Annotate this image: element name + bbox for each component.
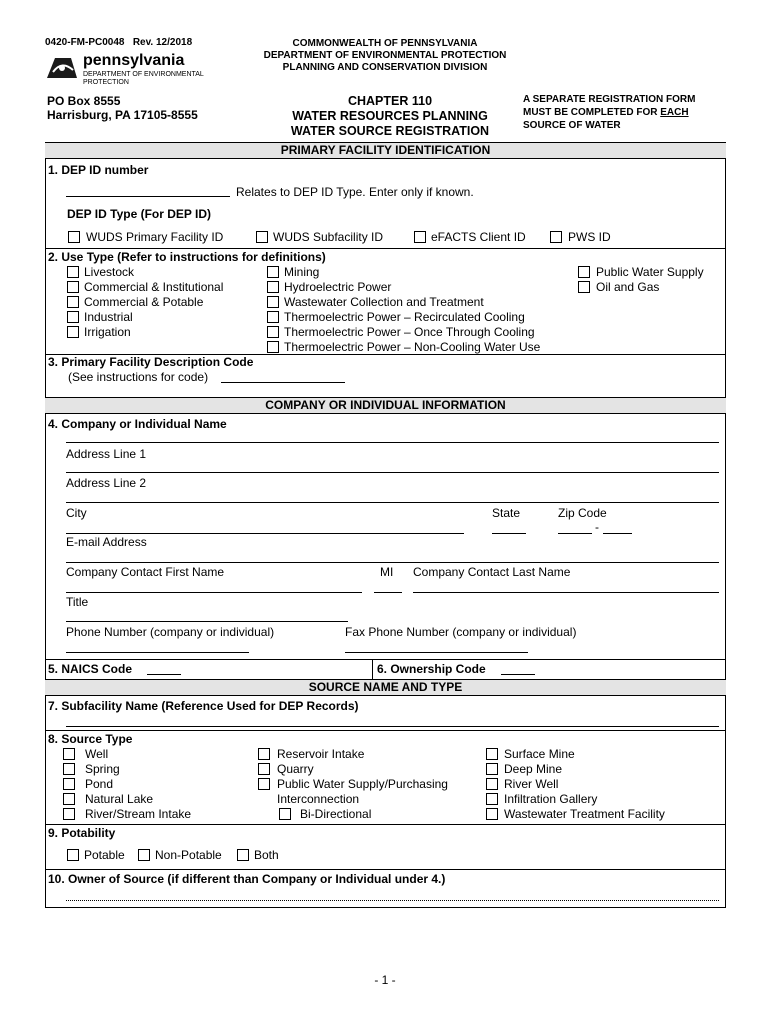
contact-last-label: Company Contact Last Name xyxy=(413,565,571,579)
note-line3: SOURCE OF WATER xyxy=(523,120,621,131)
note-line1: A SEPARATE REGISTRATION FORM xyxy=(523,94,696,105)
source-quarry: Quarry xyxy=(277,762,314,776)
contact-mi-label: MI xyxy=(380,565,394,579)
use-livestock: Livestock xyxy=(84,265,135,279)
use-commercial-potable: Commercial & Potable xyxy=(84,295,204,309)
state-field[interactable] xyxy=(492,533,526,534)
dep-id-hint: Relates to DEP ID Type. Enter only if known. xyxy=(236,185,474,199)
divider xyxy=(45,869,726,870)
logo-dept-line2: PROTECTION xyxy=(83,79,129,86)
option-efacts: eFACTS Client ID xyxy=(431,230,526,244)
contact-last-field[interactable] xyxy=(413,592,719,593)
checkbox-commercial-potable[interactable] xyxy=(67,296,79,308)
source-infiltration-gallery: Infiltration Gallery xyxy=(504,792,598,806)
checkbox-deep-mine[interactable] xyxy=(486,763,498,775)
use-irrigation: Irrigation xyxy=(84,325,131,339)
checkbox-wuds-subfacility[interactable] xyxy=(256,231,268,243)
fax-field[interactable] xyxy=(345,652,528,653)
divider xyxy=(45,248,726,249)
agency-line2: DEPARTMENT OF ENVIRONMENTAL PROTECTION xyxy=(263,50,507,61)
checkbox-well[interactable] xyxy=(63,748,75,760)
use-thermo-recirculated: Thermoelectric Power – Recirculated Cooling xyxy=(284,310,525,324)
q6-label: 6. Ownership Code xyxy=(377,662,486,676)
checkbox-reservoir-intake[interactable] xyxy=(258,748,270,760)
checkbox-river-stream-intake[interactable] xyxy=(63,808,75,820)
checkbox-infiltration-gallery[interactable] xyxy=(486,793,498,805)
source-pond: Pond xyxy=(85,777,114,791)
checkbox-potable[interactable] xyxy=(67,849,79,861)
checkbox-hydroelectric[interactable] xyxy=(267,281,279,293)
title-label: Title xyxy=(66,595,89,609)
option-pws-id: PWS ID xyxy=(568,230,611,244)
use-commercial-institutional: Commercial & Institutional xyxy=(84,280,224,294)
logo-dept-line1: DEPARTMENT OF ENVIRONMENTAL xyxy=(83,71,204,78)
checkbox-industrial[interactable] xyxy=(67,311,79,323)
divider xyxy=(45,824,726,825)
form-number: 0420-FM-PC0048 xyxy=(45,37,125,48)
source-well: Well xyxy=(85,747,109,761)
q1-label: 1. DEP ID number xyxy=(48,163,149,177)
column-divider xyxy=(372,659,373,679)
use-wastewater: Wastewater Collection and Treatment xyxy=(284,295,484,309)
state-label: State xyxy=(492,506,521,520)
source-natural-lake: Natural Lake xyxy=(85,792,154,806)
address1-field[interactable] xyxy=(66,472,719,473)
dep-id-field[interactable] xyxy=(66,196,230,197)
zip-extension-field[interactable] xyxy=(603,533,632,534)
title-program: WATER RESOURCES PLANNING xyxy=(292,109,488,123)
q4-label: 4. Company or Individual Name xyxy=(48,417,227,431)
source-reservoir-intake: Reservoir Intake xyxy=(277,747,365,761)
keystone-icon xyxy=(45,54,79,82)
subfacility-name-field[interactable] xyxy=(66,726,719,727)
use-mining: Mining xyxy=(284,265,320,279)
source-bi-directional: Bi-Directional xyxy=(300,807,372,821)
checkbox-efacts[interactable] xyxy=(414,231,426,243)
contact-first-label: Company Contact First Name xyxy=(66,565,225,579)
checkbox-thermo-non-cooling[interactable] xyxy=(267,341,279,353)
company-name-field[interactable] xyxy=(66,442,719,443)
checkbox-irrigation[interactable] xyxy=(67,326,79,338)
q5-label: 5. NAICS Code xyxy=(48,662,133,676)
ownership-code-field[interactable] xyxy=(501,674,535,675)
source-public-water-supply-purchasing: Public Water Supply/Purchasing xyxy=(277,777,448,791)
note-line2 xyxy=(523,107,689,118)
use-oil-gas: Oil and Gas xyxy=(596,280,660,294)
revision-date: Rev. 12/2018 xyxy=(132,37,193,48)
q9-label: 9. Potability xyxy=(48,826,116,840)
owner-of-source-field[interactable] xyxy=(66,900,719,901)
checkbox-wastewater-treatment[interactable] xyxy=(486,808,498,820)
zip-field[interactable] xyxy=(558,533,592,534)
checkbox-thermo-recirculated[interactable] xyxy=(267,311,279,323)
section-primary-facility: PRIMARY FACILITY IDENTIFICATION xyxy=(45,142,726,159)
address2-field[interactable] xyxy=(66,502,719,503)
checkbox-mining[interactable] xyxy=(267,266,279,278)
note-line2-text: MUST BE COMPLETED FOR xyxy=(523,107,661,118)
po-box: PO Box 8555 xyxy=(47,94,121,108)
potability-both: Both xyxy=(254,848,279,862)
q3-sub: (See instructions for code) xyxy=(68,370,209,384)
section-company-info: COMPANY OR INDIVIDUAL INFORMATION xyxy=(45,397,726,414)
checkbox-pond[interactable] xyxy=(63,778,75,790)
use-thermo-non-cooling: Thermoelectric Power – Non-Cooling Water Use xyxy=(284,340,541,354)
source-river-well: River Well xyxy=(504,777,559,791)
zip-label: Zip Code xyxy=(558,506,607,520)
use-public-water-supply: Public Water Supply xyxy=(596,265,704,279)
agency-line3: PLANNING AND CONSERVATION DIVISION xyxy=(282,62,488,73)
note-emphasis: EACH xyxy=(660,107,689,118)
email-label: E-mail Address xyxy=(66,535,147,549)
checkbox-natural-lake[interactable] xyxy=(63,793,75,805)
checkbox-public-water-supply[interactable] xyxy=(578,266,590,278)
checkbox-surface-mine[interactable] xyxy=(486,748,498,760)
checkbox-livestock[interactable] xyxy=(67,266,79,278)
checkbox-quarry[interactable] xyxy=(258,763,270,775)
source-wastewater-treatment: Wastewater Treatment Facility xyxy=(504,807,665,821)
q2-label: 2. Use Type (Refer to instructions for definitions) xyxy=(48,250,326,264)
use-hydroelectric: Hydroelectric Power xyxy=(284,280,392,294)
potability-potable: Potable xyxy=(84,848,125,862)
facility-code-field[interactable] xyxy=(221,382,345,383)
title-field[interactable] xyxy=(66,621,348,622)
option-wuds-primary: WUDS Primary Facility ID xyxy=(86,230,224,244)
logo-state-name: pennsylvania xyxy=(83,52,185,69)
checkbox-wastewater[interactable] xyxy=(267,296,279,308)
naics-field[interactable] xyxy=(147,674,181,675)
source-river-stream-intake: River/Stream Intake xyxy=(85,807,192,821)
checkbox-wuds-primary[interactable] xyxy=(68,231,80,243)
mailing-city: Harrisburg, PA 17105-8555 xyxy=(47,108,198,122)
checkbox-spring[interactable] xyxy=(63,763,75,775)
q3-label: 3. Primary Facility Description Code xyxy=(48,355,254,369)
divider xyxy=(45,730,726,731)
form-id xyxy=(45,37,192,48)
city-field[interactable] xyxy=(66,533,464,534)
address1-label: Address Line 1 xyxy=(66,447,147,461)
phone-label: Phone Number (company or individual) xyxy=(66,625,275,639)
phone-field[interactable] xyxy=(66,652,249,653)
use-industrial: Industrial xyxy=(84,310,133,324)
city-label: City xyxy=(66,506,87,520)
potability-non-potable: Non-Potable xyxy=(155,848,222,862)
fax-label: Fax Phone Number (company or individual) xyxy=(345,625,577,639)
contact-first-field[interactable] xyxy=(66,592,362,593)
q7-label: 7. Subfacility Name (Reference Used for DEP Records) xyxy=(48,699,359,713)
checkbox-commercial-institutional[interactable] xyxy=(67,281,79,293)
page-title: WATER SOURCE REGISTRATION xyxy=(290,124,490,138)
pa-logo xyxy=(45,50,245,90)
dep-id-type-label: DEP ID Type (For DEP ID) xyxy=(67,207,212,221)
checkbox-public-water-supply-purchasing[interactable] xyxy=(258,778,270,790)
email-field[interactable] xyxy=(66,562,719,563)
source-surface-mine: Surface Mine xyxy=(504,747,575,761)
section-source-name-type: SOURCE NAME AND TYPE xyxy=(45,679,726,696)
zip-dash: - xyxy=(595,520,599,534)
checkbox-oil-gas[interactable] xyxy=(578,281,590,293)
q8-label: 8. Source Type xyxy=(48,732,133,746)
checkbox-thermo-once-through[interactable] xyxy=(267,326,279,338)
checkbox-river-well[interactable] xyxy=(486,778,498,790)
contact-mi-field[interactable] xyxy=(374,592,402,593)
checkbox-pws-id[interactable] xyxy=(550,231,562,243)
source-deep-mine: Deep Mine xyxy=(504,762,563,776)
page-number: - 1 - xyxy=(374,973,396,987)
source-interconnection: Interconnection xyxy=(277,792,360,806)
address2-label: Address Line 2 xyxy=(66,476,147,490)
option-wuds-subfacility: WUDS Subfacility ID xyxy=(273,230,384,244)
q10-label: 10. Owner of Source (if different than Company or Individual under 4.) xyxy=(48,872,446,886)
use-thermo-once-through: Thermoelectric Power – Once Through Cooling xyxy=(284,325,535,339)
checkbox-non-potable[interactable] xyxy=(138,849,150,861)
divider xyxy=(45,659,726,660)
title-chapter: CHAPTER 110 xyxy=(347,94,433,108)
source-spring: Spring xyxy=(85,762,120,776)
checkbox-both[interactable] xyxy=(237,849,249,861)
checkbox-bi-directional[interactable] xyxy=(279,808,291,820)
agency-line1: COMMONWEALTH OF PENNSYLVANIA xyxy=(292,38,478,49)
